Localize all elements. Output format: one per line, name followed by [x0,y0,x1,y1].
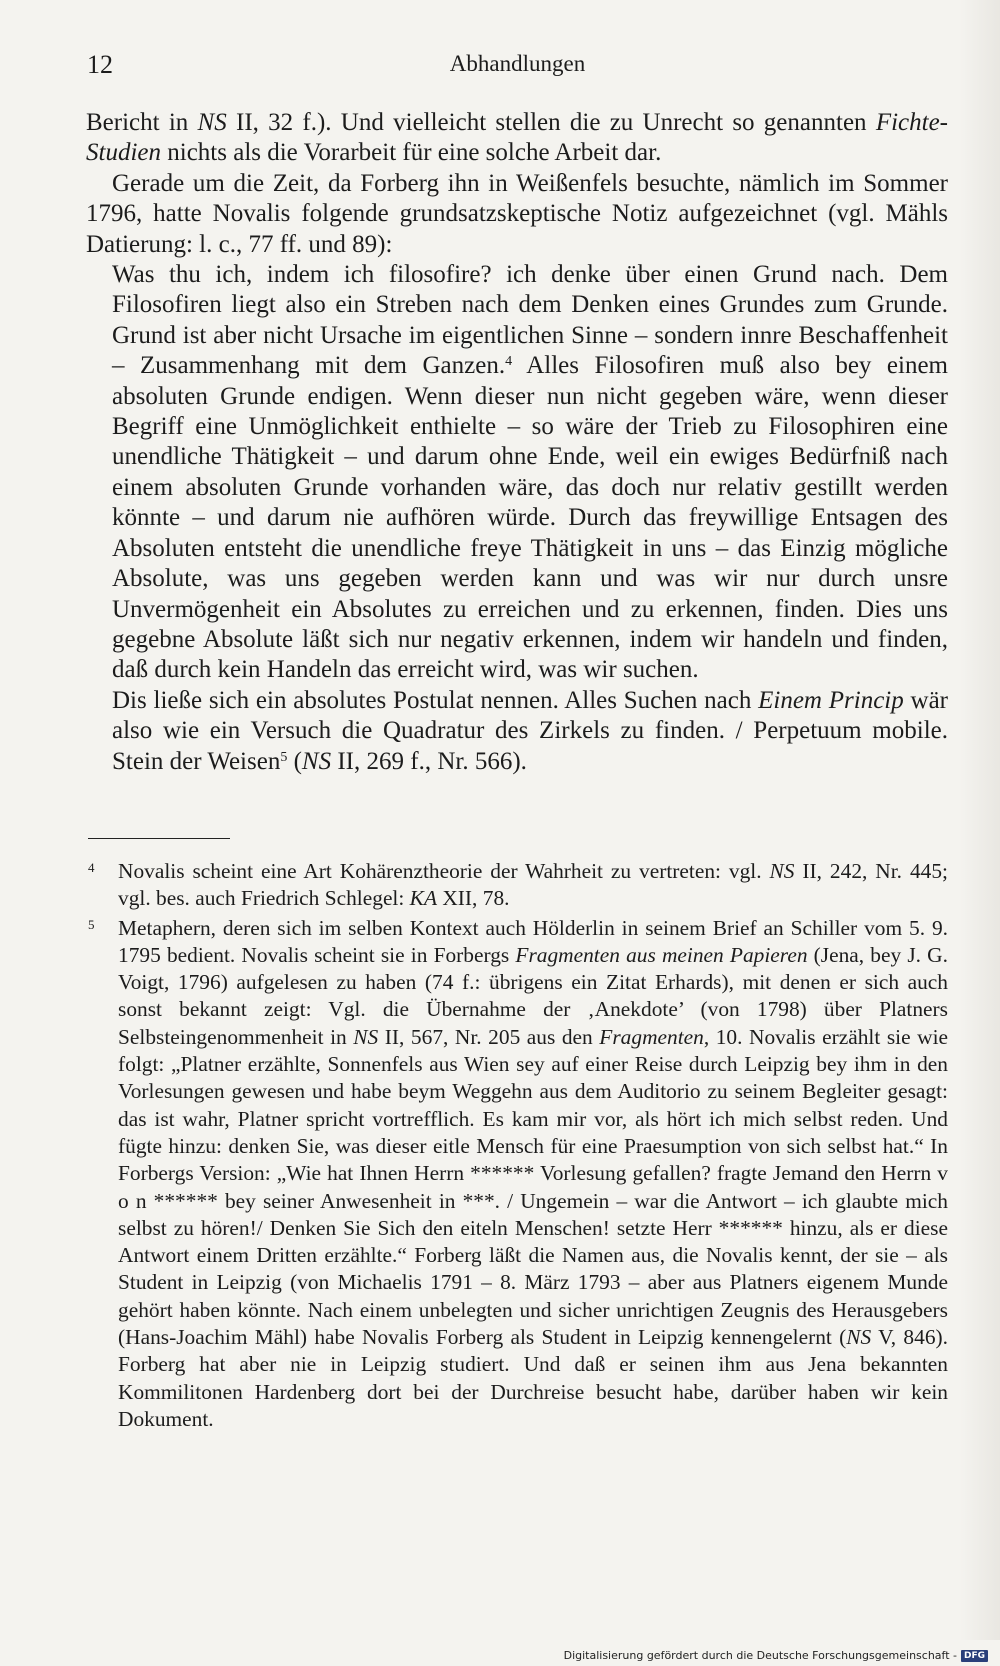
dfg-logo-icon: DFG [961,1650,988,1662]
running-head: Abhandlungen [449,51,586,76]
footnote-separator [88,838,230,839]
footnote-number: 5 [88,916,95,932]
footnotes [86,858,948,1435]
digitization-credit [564,1649,988,1662]
paragraph: Gerade um die Zeit, da Forberg ihn in Weißenfels besuchte, nämlich im Sommer 1796, hatte Novalis folgende grundsatzskeptische Notiz aufgezeichnet (vgl. Mähls Datierung: l. c., 77 ff. und 89): [86,169,948,258]
page-edge-shadow [960,0,1000,1640]
paragraph-continuation: Bericht in NS II, 32 f.). Und vielleicht stellen die zu Unrecht so genannten Fichte-Studien nichts als die Vorarbeit für eine solche Arbeit dar. [86,109,948,167]
page-number: 12 [87,50,113,79]
footnote-4: 4 Novalis scheint eine Art Kohärenztheorie der Wahrheit zu vertreten: vgl. NS II, 242, Nr. 445; vgl. bes. auch Friedrich Schlegel: KA XII, 78. [86,858,948,913]
page-header [87,50,948,84]
footnote-ref-4[interactable]: 4 [505,354,513,370]
credit-text: Digitalisierung gefördert durch die Deutsche Forschungsgemeinschaft - [563,1649,957,1662]
footnote-number: 4 [88,860,95,875]
footnote-ref-5[interactable]: 5 [280,749,288,765]
block-quote-continuation: Dis ließe sich ein absolutes Postulat nennen. Alles Suchen nach Einem Princip wär also wie ein Versuch die Quadratur des Zirkels zu finden. / Perpetuum mobile. Stein der Weisen$^5$ (NS II, 269 f., Nr. 566). [112,686,949,775]
block-quote: Was thu ich, indem ich filosofire? ich denke über einen Grund nach. Dem Filosofiren liegt also ein Streben nach dem Denken eines Grundes zum Grunde. Grund ist aber nicht Ursache im eigentlichen Sinne – sondern innre Beschaffenheit – Zusammenhang mit dem Ganzen.$^4$ Alles Filosofiren muß also bey einem absoluten Grunde endigen. Wenn dieser nun nicht gegeben wäre, wenn dieser Begriff eine Unmöglichkeit enthielte – so wäre der Trieb zu Filosophiren eine unendliche Thätigkeit – und darum ohne Ende, weil ein ewiges Bedürfniß nach einem absoluten Grunde vorhanden wäre, das doch nur relativ gestillt werden könnte – und darum nie aufhören würde. Durch das freywillige Entsagen des Absoluten entsteht die unendliche freye Thätigkeit in uns – das Einzig mögliche Absolute, was uns gegeben werden kann und was wir nur durch unsre Unvermögenheit ein Absolutes zu erreichen und zu erkennen, finden. Dies uns gegebne Absolute läßt sich nur negativ erkennen, indem wir handeln und finden, daß durch kein Handeln das erreicht wird, was wir suchen. [112,261,948,684]
footnote-5: 5 Metaphern, deren sich im selben Kontext auch Hölderlin in seinem Brief an Schiller vom 5. 9. 1795 bedient. Novalis scheint sie in Forbergs Fragmenten aus meinen Papieren (Jena, bey J. G. Voigt, 1796) aufgelesen zu haben (74 f.: übrigens ein Zitat Erhards), mit denen er sich auch sonst bekannt zeigt: Vgl. die Übernahme der ‚Anekdote’ (von 1798) über Platners Selbsteingenommenheit in NS II, 567, Nr. 205 aus den Fragmenten, 10. Novalis erzählt sie wie folgt: „Platner erzählte, Sonnenfels aus Wien sey auf einer Reise durch Leipzig bey ihm in den Vorlesungen gewesen und habe beym Weggehn aus dem Auditorio zu seinem Begleiter gesagt: das ist wahr, Platner spricht vortrefflich. Es kam mir vor, als hört ich mich selbst reden. Und fügte hinzu: denken Sie, was dieser eitle Mensch für eine Praesumption von sich selbst hat.“ In Forbergs Version: „Wie hat Ihnen Herrn ****** Vorlesung gefallen? fragte Jemand den Herrn v o n ****** bey seiner Anwesenheit in ***. / Ungemein – war die Antwort – ich glaubte mich selbst zu hören!/ Denken Sie Sich den eiteln Menschen! setzte Herr ****** hinzu, als er diese Antwort einem Dritten erzählte.“ Forberg läßt die Namen aus, die Novalis kennt, der sie – als Student in Leipzig (von Michaelis 1791 – 8. März 1793 – aber aus Platners eigenem Munde gehört haben könnte. Nach einem unbelegten und sicher unrichtigen Zeugnis des Herausgebers (Hans-Joachim Mähl) habe Novalis Forberg als Student in Leipzig kennengelernt (NS V, 846). Forberg hat aber nie in Leipzig studiert. Und daß er seinen ihm aus Jena bekannten Kommilitonen Hardenberg dort bei der Durchreise besucht habe, darüber haben wir kein Dokument. [86,915,948,1434]
main-text [86,108,948,777]
